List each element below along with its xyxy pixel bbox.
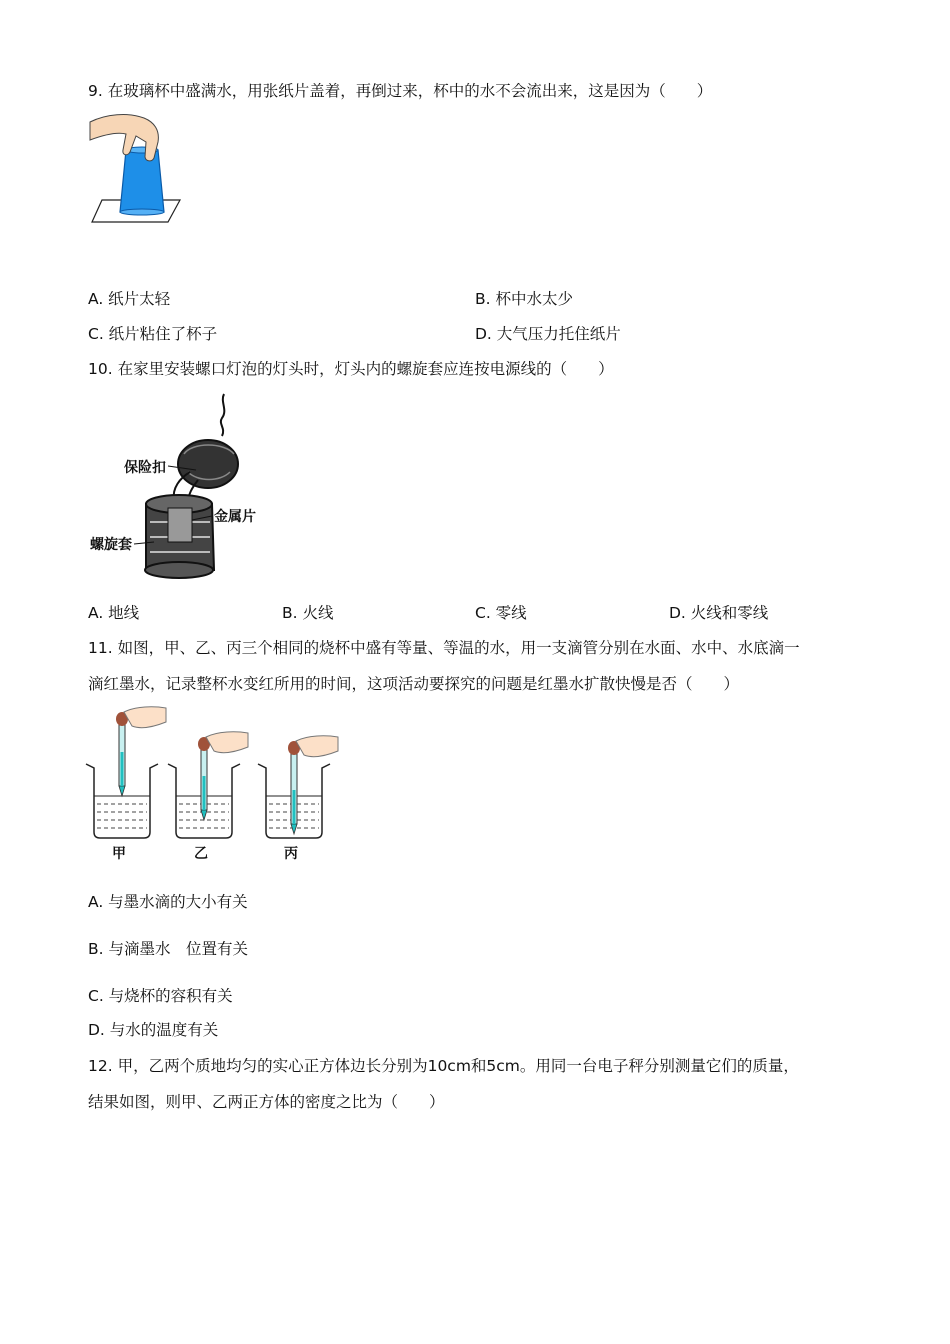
q9-figure-inverted-cup	[88, 112, 188, 227]
q10-text: 10. 在家里安装螺口灯泡的灯头时，灯头内的螺旋套应连按电源线的（ ）	[88, 360, 614, 378]
q11-text-line1: 11. 如图，甲、乙、丙三个相同的烧杯中盛有等量、等温的水，用一支滴管分别在水面、水中、水底滴一	[88, 639, 800, 657]
q9-option-a: A. 纸片太轻	[88, 290, 171, 308]
q10-option-c: C. 零线	[475, 604, 527, 622]
beaker-label-jia: 甲	[112, 846, 126, 862]
q9-option-d: D. 大气压力托住纸片	[475, 325, 621, 343]
beaker-label-yi: 乙	[194, 846, 208, 862]
beaker-bing	[258, 736, 338, 862]
beaker-label-bing: 丙	[284, 846, 298, 862]
beaker-jia	[86, 707, 166, 862]
q9-option-c: C. 纸片粘住了杯子	[88, 325, 218, 343]
q11-figure-beakers	[84, 704, 344, 866]
beaker-yi	[168, 732, 248, 862]
q9-text: 9. 在玻璃杯中盛满水，用张纸片盖着，再倒过来，杯中的水不会流出来，这是因为（ ）	[88, 82, 713, 100]
q11-option-c: C. 与烧杯的容积有关	[88, 987, 233, 1005]
q11-option-a: A. 与墨水滴的大小有关	[88, 893, 248, 911]
q10-figure-lamp-holder	[88, 392, 268, 582]
q10-option-a: A. 地线	[88, 604, 140, 622]
q10-label-metal-strip: 金属片	[214, 509, 256, 525]
q11-option-d: D. 与水的温度有关	[88, 1021, 219, 1039]
q9-option-b: B. 杯中水太少	[475, 290, 573, 308]
q10-label-fuse: 保险扣	[124, 460, 166, 476]
q12-text-line1: 12. 甲，乙两个质地均匀的实心正方体边长分别为10cm和5cm。用同一台电子秤分别测量它们的质量，	[88, 1057, 799, 1075]
q11-option-b: B. 与滴墨水 位置有关	[88, 940, 248, 958]
q10-option-b: B. 火线	[282, 604, 334, 622]
q10-label-screw-sleeve: 螺旋套	[90, 537, 132, 553]
q12-text-line2: 结果如图，则甲、乙两正方体的密度之比为（ ）	[88, 1093, 445, 1111]
q11-text-line2: 滴红墨水，记录整杯水变红所用的时间，这项活动要探究的问题是红墨水扩散快慢是否（ ）	[88, 675, 740, 693]
q10-option-d: D. 火线和零线	[669, 604, 769, 622]
